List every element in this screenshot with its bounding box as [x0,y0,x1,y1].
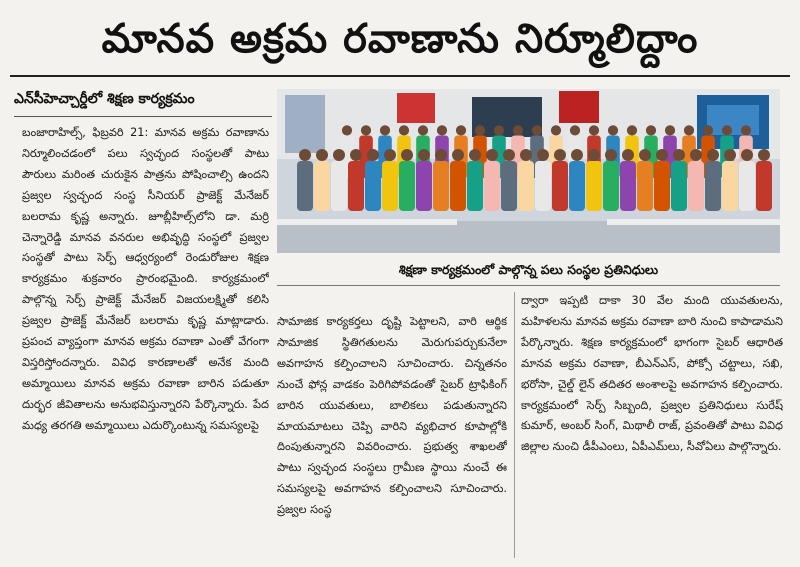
photo-person-head [571,149,583,161]
photo-person-body [637,161,653,211]
photo-person-head [690,149,702,161]
photo-person-head [589,125,599,135]
photo-person-body [569,161,585,211]
photo-person-head [665,125,675,135]
photo-person-body [365,161,381,211]
group-photo-illustration [277,89,780,253]
photo-person-head [741,149,753,161]
photo-person-head [350,149,362,161]
photo-person-head [639,149,651,161]
photo-person-body [467,161,483,211]
photo-person-head [299,149,311,161]
photo-person-head [724,149,736,161]
photo-person-body [416,161,432,211]
column-1-paragraph: బంజారాహిల్స్‌, ఫిబ్రవరి 21: మానవ అక్రమ రవాణాను నిర్మూలించడంలో పలు స్వచ్ఛంద సంస్థలతో పాటు పౌరులు మరింత చురుకైన పాత్రను పోషించాల్సి ఉందని ప్రజ్వల స్వచ్ఛంద సంస్థ సీనియర్‌ ప్రాజెక్ట్‌ మేనేజర్‌ బలరామ కృష్ణ అన్నారు. జూబ్లీహిల్స్‌లోని డా. మర్రి చెన్నారెడ్డి మానవ వనరుల అభివృద్ధి సంస్థలో ప్రజ్వల సంస్థతో పాటు సెర్ప్‌ ఆధ్వర్యంలో రెండురోజుల శిక్షణ కార్యక్రమం శుక్రవారం ప్రారంభమైంది. కార్యక్రమంలో పాల్గొన్న సెర్ప్‌ ప్రాజెక్ట్‌ మేనేజర్‌ విజయలక్ష్మితో కలిసి ప్రజ్వల ప్రాజెక్ట్‌ మేనేజర్‌ బలరామ కృష్ణ మాట్లాడారు. ప్రపంచ వ్యాప్తంగా మానవ అక్రమ రవాణా ఎంతో వేగంగా విస్తరిస్తోందన్నారు. వివిధ కారణాలతో అనేక మంది అమ్మాయిలు మానవ అక్రమ రవాణా బారిన పడుతూ దుర్భర జీవితాలను అనుభవిస్తున్నారని పేర్కొన్నారు. పేద మధ్య తరగతి అమ్మాయిలు ఎదుర్కొంటున్న సమస్యలపై [22,126,269,432]
photo-person-head [469,149,481,161]
photo-person-body [722,161,738,211]
photo-person-body [552,161,568,211]
column-2-paragraph: సామాజిక కార్యకర్తలు దృష్టి పెట్టాలని, వారి ఆర్థిక సామాజిక స్థితిగతులను మెరుగుపర్చుకునేలా అవగాహన కల్పించాలని సూచించారు. చిన్నతనం నుంచే ఫోన్ల వాడకం పెరిగిపోవడంతో సైబర్‌ ట్రాఫికింగ్‌ బారిన యువతులు, బాలికలు పడుతున్నారని మాయమాటలు చెప్పి వారిని వ్యభిచార కూపాల్లోకి దింపుతున్నారని వివరించారు. ప్రభుత్వ శాఖలతో పాటు స్వచ్ఛంద సంస్థలు గ్రామీణ స్థాయి నుంచే ఈ సమస్యలపై అవగాహన కల్పించాలని సూచించారు. ప్రజ్వల సంస్థ [277,315,507,517]
photo-person-head [520,149,532,161]
column-3-paragraph: ద్వారా ఇప్పటి దాకా 30 వేల మంది యువతులను, మహిళలను మానవ అక్రమ రవాణా బారి నుంచి కాపాడామని పేర్కొన్నారు. శిక్షణ కార్యక్రమంలో భాగంగా సైబర్‌ ఆధారిత మానవ అక్రమ రవాణా, బీఎన్‌ఎస్‌, పోక్సో చట్టాలు, సఖి, భరోసా, చైల్డ్‌ లైన్‌ తదితర అంశాలపై అవగాహన కల్పించారు. కార్యక్రమంలో సెర్ప్‌ సిబ్బంది, ప్రజ్వల ప్రతినిధులు సురేష్‌ కుమార్‌, అంబర్‌ సింగ్‌, మిథాలీ రాజ్‌, ప్రవంతితో పాటు వివిధ జిల్లాల నుంచి డీపీఎంలు, ఏపీఎమ్‌లు, సీవోఏలు పాల్గొన్నారు. [521,294,783,454]
photo-person-body [756,161,772,211]
photo-person-head [401,149,413,161]
photo-person-head [741,125,751,135]
photo-person-head [316,149,328,161]
photo-person-body [518,161,534,211]
photo-person-head [551,125,561,135]
photo-person-head [684,125,694,135]
photo-person-head [707,149,719,161]
photo-person-head [503,149,515,161]
photo-person-head [494,125,504,135]
photo-person-head [475,125,485,135]
photo-person-head [513,125,523,135]
subheadline-rule [14,116,272,117]
photo-person-head [703,125,713,135]
photo-person-body [620,161,636,211]
photo-person-head [486,149,498,161]
photo-person-head [722,125,732,135]
photo-person-head [399,125,409,135]
photo-person-head [608,125,618,135]
column-divider [514,292,515,558]
photo-person-head [758,149,770,161]
caption-rule [277,285,780,286]
photo-person-head [361,125,371,135]
photo-person-body [705,161,721,211]
photo-person-body [314,161,330,211]
article-column-1 [22,123,269,561]
event-photo [277,89,780,253]
photo-person-head [435,149,447,161]
photo-person-head [646,125,656,135]
photo-caption: శిక్షణా కార్యక్రమంలో పాల్గొన్న పలు సంస్థల ప్రతినిధులు [398,262,659,277]
photo-person-body [433,161,449,211]
headline: మానవ అక్రమ రవాణాను నిర్మూలిద్దాం [101,15,699,62]
photo-person-head [367,149,379,161]
photo-person-body [654,161,670,211]
photo-person-body [535,161,551,211]
photo-person-head [588,149,600,161]
photo-person-head [452,149,464,161]
photo-person-body [603,161,619,211]
photo-person-head [570,125,580,135]
photo-person-head [537,149,549,161]
photo-person-head [456,125,466,135]
photo-person-body [450,161,466,211]
photo-person-body [739,161,755,211]
photo-person-body [331,161,347,211]
article-column-3 [521,291,783,561]
photo-person-body [688,161,704,211]
photo-person-head [418,149,430,161]
photo-person-head [384,149,396,161]
article-column-2 [277,312,507,562]
photo-person-head [418,125,428,135]
photo-person-head [342,125,352,135]
photo-person-body [348,161,364,211]
photo-person-head [605,149,617,161]
photo-person-head [673,149,685,161]
photo-person-body [484,161,500,211]
photo-person-body [671,161,687,211]
photo-person-body [501,161,517,211]
headline-rule [10,75,790,77]
photo-person-head [437,125,447,135]
photo-person-head [622,149,634,161]
photo-person-body [399,161,415,211]
subheadline: ఎన్‌సీహెచ్చార్డీలో శిక్షణ కార్యక్రమం [14,91,195,107]
photo-person-body [382,161,398,211]
photo-person-head [627,125,637,135]
photo-person-body [297,161,313,211]
photo-person-head [532,125,542,135]
photo-person-head [554,149,566,161]
photo-person-head [656,149,668,161]
photo-person-head [333,149,345,161]
photo-person-body [586,161,602,211]
photo-person-head [380,125,390,135]
